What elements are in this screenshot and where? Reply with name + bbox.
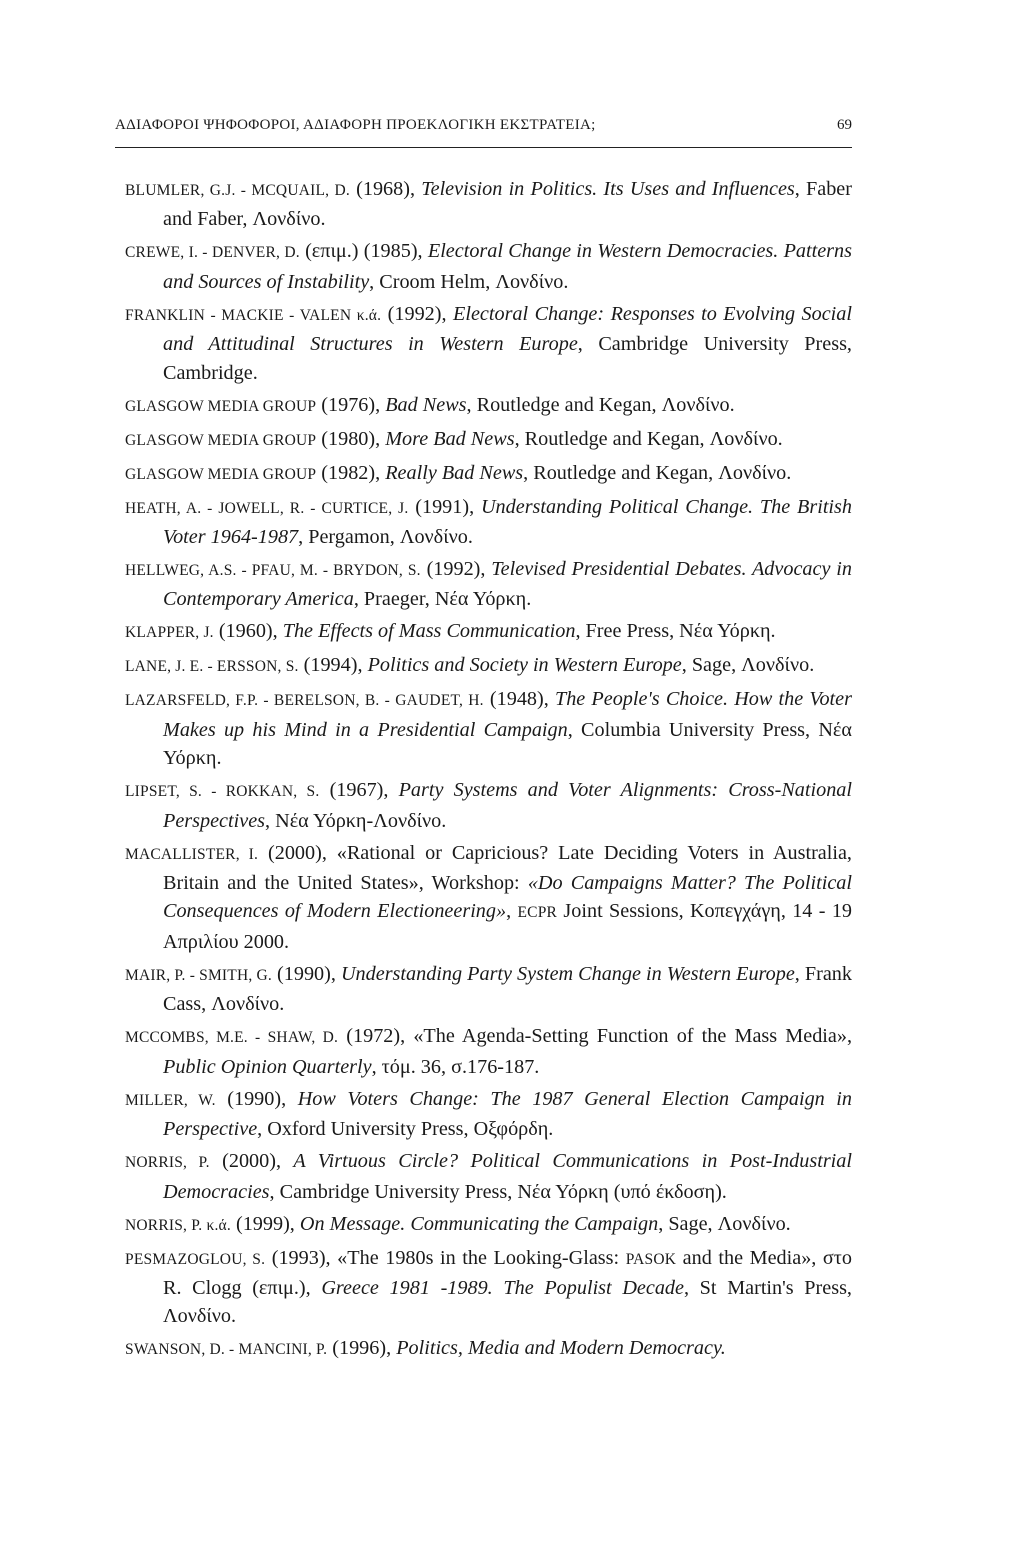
reference-publisher: , Cambridge University Press, Cambridge.	[163, 333, 852, 384]
reference-publisher: , Free Press, Νέα Υόρκη.	[575, 620, 776, 643]
reference-details: (1960),	[213, 620, 283, 643]
reference-title: How Voters Change: The 1987 General Election Campaign in Perspective	[163, 1087, 852, 1141]
reference-publisher: , Frank Cass, Λονδίνο.	[163, 962, 852, 1016]
reference-title: Greece 1981 -1989. The Populist Decade	[321, 1276, 684, 1299]
reference-publisher: , Faber and Faber, Λονδίνο.	[163, 178, 852, 231]
reference-publisher: , Pergamon, Λονδίνο.	[298, 526, 473, 549]
reference-details: (1999),	[230, 1212, 300, 1235]
reference-title: Television in Politics. Its Uses and Influences	[421, 178, 795, 200]
reference-publisher: , Routledge and Kegan, Λονδίνο.	[466, 393, 735, 416]
running-head: ΑΔΙΑΦΟΡΟΙ ΨΗΦΟΦΟΡΟΙ, ΑΔΙΑΦΟΡΗ ΠΡΟΕΚΛΟΓΙΚΗ ΕΚΣΤΡΑΤΕΙΑ;	[115, 117, 596, 133]
reference-author: SWANSON, D. - MANCINI, P.	[125, 1341, 328, 1359]
reference-details: (2000),	[209, 1150, 294, 1173]
reference-author: HELLWEG, A.S. - PFAU, M. - BRYDON, S.	[125, 562, 421, 580]
reference-title: Party Systems and Voter Alignments: Cross-National Perspectives	[163, 779, 852, 832]
reference-separator: ,	[506, 900, 518, 923]
reference-entry	[125, 617, 852, 647]
reference-publisher: , St Martin's Press, Λονδίνο.	[163, 1276, 852, 1328]
reference-entry	[125, 1210, 852, 1240]
reference-publisher: , Croom Helm, Λονδίνο.	[369, 270, 569, 293]
reference-details: (2000), «Rational or Capricious? Late Deciding Voters in Australia, Britain and the United States», Workshop:	[163, 841, 852, 895]
reference-author: LIPSET, S. - ROKKAN, S.	[125, 783, 320, 801]
reference-title: Public Opinion Quarterly	[163, 1055, 372, 1078]
reference-entry	[125, 776, 852, 835]
reference-details: (1992),	[420, 558, 492, 581]
reference-author: MCCOMBS, M.E. - SHAW, D.	[125, 1029, 339, 1047]
reference-publisher: , Oxford University Press, Οξφόρδη.	[257, 1118, 554, 1141]
reference-details: (1968),	[349, 178, 422, 200]
reference-title: Televised Presidential Debates. Advocacy in Contemporary America	[163, 558, 852, 611]
reference-details: (1990),	[271, 962, 341, 985]
reference-title: More Bad News	[385, 427, 515, 450]
reference-details: (1994),	[298, 654, 368, 677]
reference-publisher: , Sage, Λονδίνο.	[681, 654, 815, 677]
reference-entry	[125, 1085, 852, 1144]
reference-author: LANE, J. E. - ERSSON, S.	[125, 658, 299, 676]
reference-author: NORRIS, P.	[125, 1154, 210, 1172]
reference-publisher: Joint Sessions, Κοπεγχάγη, 14 - 19 Απριλίου 2000.	[163, 900, 853, 953]
reference-details: (1980),	[316, 427, 386, 450]
reference-details: (1967),	[319, 779, 399, 802]
reference-entry	[125, 425, 852, 455]
reference-entry	[125, 237, 852, 296]
reference-author: GLASGOW MEDIA GROUP	[125, 397, 317, 415]
reference-author: GLASGOW MEDIA GROUP	[125, 431, 317, 449]
reference-title: On Message. Communicating the Campaign	[299, 1212, 659, 1235]
reference-title: The Effects of Mass Communication	[282, 620, 576, 643]
reference-author: FRANKLIN - MACKIE - VALEN κ.ά.	[125, 306, 382, 324]
reference-acronym: ECPR	[517, 904, 558, 922]
reference-entry	[125, 175, 852, 234]
reference-details: (1982),	[316, 461, 386, 484]
reference-entry	[125, 1022, 852, 1081]
reference-entry	[125, 839, 852, 957]
reference-title: Understanding Political Change. The British Voter 1964-1987	[163, 495, 852, 549]
reference-entry	[125, 493, 852, 552]
reference-entry	[125, 651, 852, 681]
bibliography-list	[125, 175, 852, 1368]
reference-entry	[125, 685, 852, 772]
reference-title: Electoral Change: Responses to Evolving Social and Attitudinal Structures in Western Europe	[163, 302, 852, 356]
page-header	[115, 117, 852, 148]
reference-publisher: , Routledge and Kegan, Λονδίνο.	[514, 427, 783, 450]
reference-entry	[125, 459, 852, 489]
reference-title: A Virtuous Circle? Political Communications in Post-Industrial Democracies	[163, 1150, 852, 1203]
reference-details: (1991),	[408, 495, 481, 518]
page-number: 69	[837, 117, 852, 133]
reference-author: MAIR, P. - SMITH, G.	[125, 966, 272, 984]
reference-details: (1976),	[316, 393, 386, 416]
reference-title: Really Bad News	[385, 461, 524, 484]
reference-details: (1948),	[483, 688, 555, 711]
reference-publisher: , Cambridge University Press, Νέα Υόρκη (υπό έκδοση).	[269, 1180, 727, 1203]
reference-details: (1992),	[381, 302, 453, 325]
reference-author: KLAPPER, J.	[125, 624, 214, 642]
reference-title: «Do Campaigns Matter? The Political Consequences of Modern Electioneering»	[163, 872, 852, 923]
reference-acronym: PASOK	[625, 1250, 677, 1268]
reference-author: PESMAZOGLOU, S.	[125, 1250, 266, 1268]
reference-entry	[125, 555, 852, 614]
reference-title: Politics and Society in Western Europe	[367, 654, 682, 677]
reference-publisher: , Routledge and Kegan, Λονδίνο.	[523, 461, 792, 484]
reference-author: BLUMLER, G.J. - MCQUAIL, D.	[125, 182, 350, 199]
reference-title: Understanding Party System Change in Western Europe	[340, 962, 795, 985]
reference-title: Electoral Change in Western Democracies. Patterns and Sources of Instability	[163, 240, 852, 293]
reference-entry	[125, 300, 852, 387]
reference-entry	[125, 1244, 852, 1331]
reference-entry	[125, 391, 852, 421]
reference-publisher: , Νέα Υόρκη-Λονδίνο.	[265, 809, 447, 832]
reference-details: (1993), «The 1980s in the Looking-Glass:	[265, 1246, 626, 1269]
reference-author: LAZARSFELD, F.P. - BERELSON, B. - GAUDET, H.	[125, 692, 484, 710]
reference-author: MACALLISTER, I.	[125, 845, 259, 863]
reference-publisher: , Praeger, Νέα Υόρκη.	[353, 588, 532, 611]
reference-author: NORRIS, P. κ.ά.	[125, 1216, 231, 1234]
reference-title: The People's Choice. How the Voter Makes up his Mind in a Presidential Campaign	[163, 688, 852, 741]
reference-author: CREWE, I. - DENVER, D.	[125, 244, 300, 262]
reference-author: MILLER, W.	[125, 1091, 216, 1109]
reference-author: HEATH, A. - JOWELL, R. - CURTICE, J.	[125, 499, 409, 517]
reference-publisher: , τόμ. 36, σ.176-187.	[371, 1055, 540, 1078]
reference-author: GLASGOW MEDIA GROUP	[125, 465, 317, 483]
reference-details-continued: and the Media», στο R. Clogg (επιμ.),	[163, 1246, 852, 1299]
reference-details: (επιμ.) (1985),	[299, 240, 428, 263]
reference-title: Bad News	[385, 393, 467, 416]
reference-entry	[125, 1147, 852, 1206]
reference-details: (1972), «The Agenda-Setting Function of the Mass Media»,	[338, 1025, 853, 1048]
reference-details: (1990),	[215, 1087, 298, 1110]
reference-title: Politics, Media and Modern Democracy.	[396, 1337, 726, 1360]
reference-entry	[125, 1334, 852, 1364]
reference-entry	[125, 960, 852, 1019]
reference-publisher: , Sage, Λονδίνο.	[658, 1212, 791, 1235]
reference-publisher: , Columbia University Press, Νέα Υόρκη.	[163, 718, 852, 770]
reference-details: (1996),	[327, 1337, 397, 1360]
